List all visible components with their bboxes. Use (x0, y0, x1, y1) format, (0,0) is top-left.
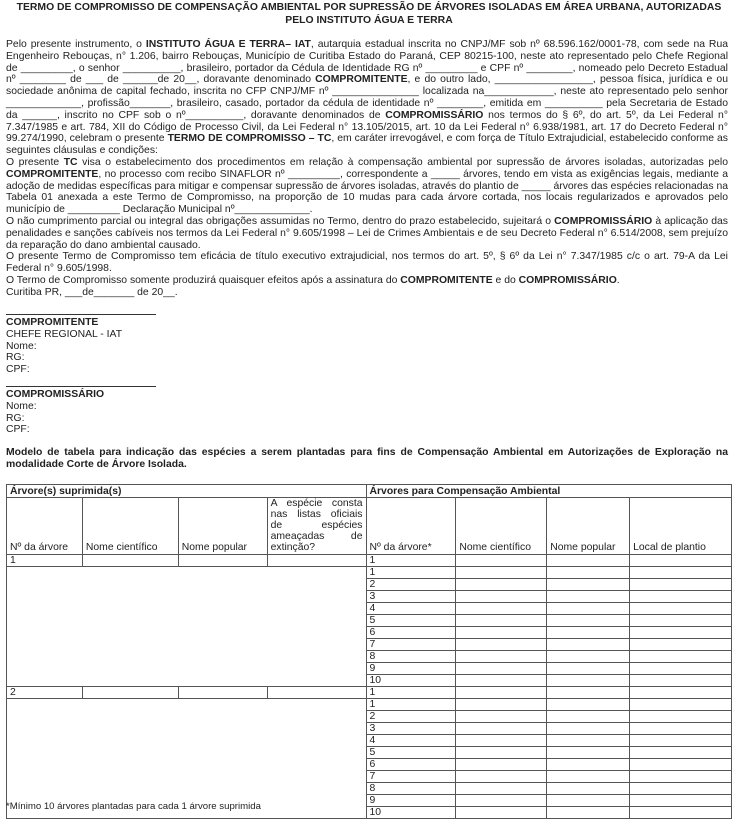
text: nos termos do § 6º, do art. 5º, da Lei Federal n° 7.347/1985 e art. 784, XII do Código de Processo Civil, da Lei Federal n° 13.105/2015, art. 10 da Lei Federal n° 6.938/1981, art. 17 do Decreto Federal n° 99.274/1990, celebram o presente (6, 109, 728, 145)
bold-text: COMPROMITENTE (6, 168, 99, 180)
species-table (6, 484, 732, 819)
table-row (7, 699, 732, 711)
paragraph-preamble (6, 39, 728, 157)
text: O não cumprimento parcial ou integral das obrigações assumidas no Termo, dentro do prazo estabelecido, sujeitará o (6, 215, 555, 227)
compensation-tree-number: 5 (366, 747, 456, 759)
title-line-1: TERMO DE COMPROMISSO DE COMPENSAÇÃO AMBIENTAL POR SUPRESSÃO DE ÁRVORES ISOLADAS EM ÁREA URBANA, AUTORIZADAS (16, 2, 722, 13)
compensation-scientific-name-cell (456, 783, 547, 795)
compensation-scientific-name-cell (456, 711, 547, 723)
place-date: Curitiba PR, ___de_______ de 20__. (6, 286, 178, 298)
compensation-tree-number: 4 (366, 603, 456, 615)
compensation-common-name-cell (547, 795, 630, 807)
compensation-common-name-cell (547, 591, 630, 603)
planting-location-cell (630, 687, 732, 699)
compensation-scientific-name-cell (456, 603, 547, 615)
suppressed-tree-number: 2 (7, 687, 83, 699)
bold-text: COMPROMISSÁRIO (385, 109, 484, 121)
paragraph-penalties (6, 216, 728, 251)
compensation-scientific-name-cell (456, 723, 547, 735)
compensation-tree-number: 1 (366, 555, 456, 567)
bold-text: COMPROMISSÁRIO (518, 274, 617, 286)
suppressed-common-name-cell (178, 555, 267, 567)
table-row (7, 687, 732, 699)
compensation-common-name-cell (547, 723, 630, 735)
planting-location-cell (630, 783, 732, 795)
compensation-tree-number: 9 (366, 795, 456, 807)
compensation-tree-number: 10 (366, 807, 456, 819)
suppressed-scientific-name-cell (82, 687, 178, 699)
bold-text: COMPROMITENTE (315, 74, 408, 86)
compensation-tree-number: 2 (366, 579, 456, 591)
compensation-common-name-cell (547, 687, 630, 699)
compensation-common-name-cell (547, 567, 630, 579)
col-tree-number: Nº da árvore (7, 498, 83, 555)
compensation-tree-number: 3 (366, 723, 456, 735)
compensation-tree-number: 9 (366, 663, 456, 675)
table-footnote: *Mínimo 10 árvores plantadas para cada 1 árvore suprimida (6, 801, 261, 812)
compensation-scientific-name-cell (456, 735, 547, 747)
planting-location-cell (630, 759, 732, 771)
planting-location-cell (630, 615, 732, 627)
compensation-tree-number: 8 (366, 783, 456, 795)
compensation-common-name-cell (547, 675, 630, 687)
bold-text: TC (63, 156, 78, 168)
text: O presente (6, 156, 64, 168)
compensation-tree-number: 6 (366, 627, 456, 639)
table-row (7, 567, 732, 579)
signature-line (6, 314, 156, 315)
compensation-scientific-name-cell (456, 675, 547, 687)
paragraph-effects (6, 275, 728, 287)
compensation-common-name-cell (547, 747, 630, 759)
compensation-scientific-name-cell (456, 747, 547, 759)
col-comp-scientific-name: Nome científico (456, 498, 547, 555)
compensation-common-name-cell (547, 711, 630, 723)
compensation-trees-header: Árvores para Compensação Ambiental (366, 485, 732, 498)
signature-cpf-label: CPF: (6, 364, 30, 376)
planting-location-cell (630, 711, 732, 723)
compensation-scientific-name-cell (456, 651, 547, 663)
compensation-scientific-name-cell (456, 591, 547, 603)
table-title: Modelo de tabela para indicação das espécies a serem plantadas para fins de Compensação Ambiental em Autorizações de Exploração na modalidade Corte de Árvore Isolada. (6, 447, 728, 470)
table-row (7, 555, 732, 567)
compensation-common-name-cell (547, 651, 630, 663)
col-planting-location: Local de plantio (630, 498, 732, 555)
text: , em caráter irrevogável, e com força de Título Extrajudicial, estabelecido conforme as seguintes cláusulas e condições: (6, 133, 728, 157)
compensation-scientific-name-cell (456, 639, 547, 651)
compensation-common-name-cell (547, 735, 630, 747)
suppressed-endangered-cell (267, 687, 366, 699)
signature-rg-label: RG: (6, 412, 25, 424)
compensation-common-name-cell (547, 759, 630, 771)
suppressed-tree-merged-cell (7, 567, 367, 687)
signature-rg-label: RG: (6, 352, 25, 364)
signature-block-compromissario (6, 386, 156, 436)
compensation-tree-number: 6 (366, 759, 456, 771)
compensation-scientific-name-cell (456, 567, 547, 579)
compensation-common-name-cell (547, 579, 630, 591)
compensation-common-name-cell (547, 771, 630, 783)
compensation-scientific-name-cell (456, 771, 547, 783)
signature-role: COMPROMISSÁRIO (6, 389, 105, 400)
signature-role: COMPROMITENTE (6, 317, 99, 328)
signature-subtitle: CHEFE REGIONAL - IAT (6, 328, 123, 340)
compensation-tree-number: 10 (366, 675, 456, 687)
compensation-common-name-cell (547, 699, 630, 711)
bold-text: INSTITUTO ÁGUA E TERRA– IAT (145, 39, 311, 50)
signature-block-compromitente (6, 314, 156, 376)
text: visa o estabelecimento dos procedimentos em relação à compensação ambiental por supressão de árvores isoladas, autorizadas pelo (77, 156, 728, 168)
compensation-tree-number: 8 (366, 651, 456, 663)
compensation-tree-number: 2 (366, 711, 456, 723)
text: , no processo com recibo SINAFLOR nº _________, correspondente a _____ árvores, tendo em vista as exigências legais, mediante a adoção de medidas específicas para mitigar e compensar supressão de árvores isoladas, através do plantio de _____ árvores das espécies relacionadas na Tabela 01 anexada a este Termo de Compromisso, na proporção de 10 mudas para cada árvore cortada, nos locais regularizados e aprovados pelo município de _________ Declaração Municipal nº_____________. (6, 168, 728, 216)
planting-location-cell (630, 603, 732, 615)
text: à aplicação das penalidades e sanções cabíveis nos termos da Lei Federal n° 9.605/1998 – Lei de Crimes Ambientais e de seu Decreto Federal n° 6.514/2008, sem prejuízo da reparação do dano ambiental causado. (6, 215, 729, 251)
planting-location-cell (630, 795, 732, 807)
bold-text: COMPROMITENTE (400, 274, 493, 286)
compensation-scientific-name-cell (456, 759, 547, 771)
col-endangered: A espécie consta nas listas oficiais de espécies ameaçadas de extinção? (267, 498, 366, 555)
planting-location-cell (630, 639, 732, 651)
planting-location-cell (630, 579, 732, 591)
planting-location-cell (630, 567, 732, 579)
suppressed-endangered-cell (267, 555, 366, 567)
table-body (7, 555, 732, 819)
suppressed-trees-header: Árvore(s) suprimida(s) (7, 485, 367, 498)
bold-text: COMPROMISSÁRIO (554, 215, 653, 227)
title-line-2: PELO INSTITUTO ÁGUA E TERRA (285, 14, 453, 26)
compensation-tree-number: 1 (366, 687, 456, 699)
compensation-scientific-name-cell (456, 795, 547, 807)
compensation-common-name-cell (547, 783, 630, 795)
compensation-scientific-name-cell (456, 555, 547, 567)
compensation-scientific-name-cell (456, 579, 547, 591)
text: Pelo presente instrumento, o (6, 39, 146, 50)
compensation-tree-number: 3 (366, 591, 456, 603)
text: e do (492, 274, 519, 286)
text: , e do outro lado, _________________, pessoa física, jurídica e ou sociedade anônima de capital fechado, inscrita no CFP CNPJ/MF nº _______________ localizada na____________, neste ato representado pelo senhor _____________, profissão_______, brasileiro, casado, portador da cédula de identidade nº ________, emitida em __________ pela Secretaria de Estado da ______, inscrito no CPF sob o nº__________, doravante denominados de (6, 74, 728, 121)
bold-text: TERMO DE COMPROMISSO – TC (167, 133, 332, 145)
compensation-tree-number: 4 (366, 735, 456, 747)
signature-cpf-label: CPF: (6, 424, 30, 436)
col-comp-tree-number: Nº da árvore* (366, 498, 456, 555)
planting-location-cell (630, 675, 732, 687)
compensation-scientific-name-cell (456, 663, 547, 675)
signature-line (6, 386, 156, 387)
col-comp-common-name: Nome popular (547, 498, 630, 555)
compensation-scientific-name-cell (456, 615, 547, 627)
col-scientific-name: Nome científico (82, 498, 178, 555)
text: , autarquia estadual inscrita no CNPJ/MF sob nº 68.596.162/0001-78, com sede na Rua Engenheiro Rebouças, n° 1.206, bairro Rebouças, Município de Curitiba Estado do Paraná, CEP 80215-100, neste ato representado pelo Chefe Regional de _________, o senhor __________, brasileiro, portador da Cédula de Identidade RG nº _________ e CPF nº ________, nomeado pelo Decreto Estadual nº ________ de ___ de ______de 20__, doravante denominado (6, 39, 728, 86)
planting-location-cell (630, 699, 732, 711)
planting-location-cell (630, 771, 732, 783)
planting-location-cell (630, 747, 732, 759)
compensation-tree-number: 5 (366, 615, 456, 627)
compensation-common-name-cell (547, 555, 630, 567)
planting-location-cell (630, 663, 732, 675)
col-common-name: Nome popular (178, 498, 267, 555)
planting-location-cell (630, 555, 732, 567)
paragraph-efficacy: O presente Termo de Compromisso tem eficácia de título executivo extrajudicial, nos termos do art. 5º, § 6º da Lei n° 7.347/1985 c/c o art. 79-A da Lei Federal n° 9.605/1998. (6, 251, 728, 275)
compensation-tree-number: 7 (366, 771, 456, 783)
compensation-tree-number: 7 (366, 639, 456, 651)
text: O Termo de Compromisso somente produzirá quaisquer efeitos após a assinatura do (6, 274, 401, 286)
planting-location-cell (630, 735, 732, 747)
suppressed-common-name-cell (178, 687, 267, 699)
compensation-tree-number: 1 (366, 699, 456, 711)
compensation-common-name-cell (547, 603, 630, 615)
compensation-tree-number: 1 (366, 567, 456, 579)
signature-name-label: Nome: (6, 400, 37, 412)
compensation-scientific-name-cell (456, 699, 547, 711)
suppressed-tree-number: 1 (7, 555, 83, 567)
document-title (6, 2, 732, 27)
planting-location-cell (630, 651, 732, 663)
compensation-common-name-cell (547, 663, 630, 675)
planting-location-cell (630, 591, 732, 603)
planting-location-cell (630, 723, 732, 735)
planting-location-cell (630, 627, 732, 639)
document-body (6, 39, 728, 299)
compensation-common-name-cell (547, 615, 630, 627)
signature-name-label: Nome: (6, 340, 37, 352)
compensation-scientific-name-cell (456, 627, 547, 639)
text: . (616, 274, 620, 286)
compensation-common-name-cell (547, 639, 630, 651)
paragraph-object (6, 157, 728, 216)
suppressed-scientific-name-cell (82, 555, 178, 567)
compensation-scientific-name-cell (456, 687, 547, 699)
compensation-common-name-cell (547, 627, 630, 639)
